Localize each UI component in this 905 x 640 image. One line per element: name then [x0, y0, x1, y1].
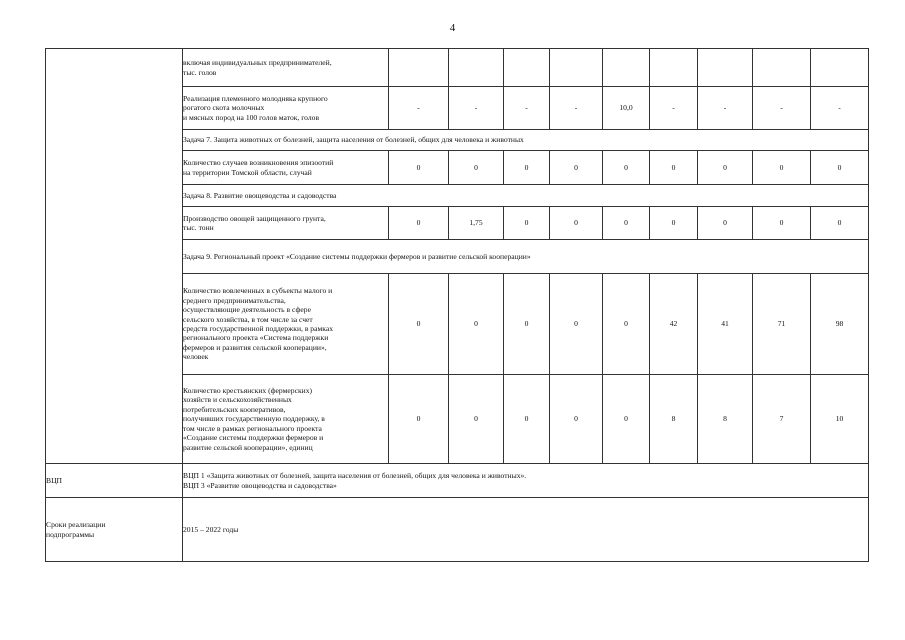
indicator-name-line: «Создание системы поддержки фермеров и [183, 433, 324, 443]
indicator-value [603, 49, 650, 87]
indicator-name-line: Производство овощей защищенного грунта, [183, 213, 326, 223]
indicator-value: 0 [449, 151, 504, 185]
indicator-value: 0 [504, 151, 550, 185]
indicator-name-line: тыс. тонн [183, 223, 214, 232]
indicator-value: 0 [753, 151, 811, 185]
terms-label-line-1: Сроки реализации [46, 520, 106, 530]
indicator-value: 0 [504, 375, 550, 464]
indicator-value [504, 49, 550, 87]
indicator-name-line: хозяйств и сельскохозяйственных [183, 395, 292, 405]
indicator-value: 0 [550, 375, 603, 464]
indicator-value: 98 [811, 274, 869, 375]
terms-label-line-2: подпрограммы [46, 529, 95, 539]
indicator-name-line: развитие сельской кооперации», единиц [183, 442, 313, 452]
indicator-value: 8 [698, 375, 753, 464]
indicator-value: - [550, 87, 603, 130]
indicator-value: - [449, 87, 504, 130]
subprogram-indicators-table [45, 48, 869, 562]
indicator-value: 0 [753, 207, 811, 240]
terms-value: 2015 – 2022 годы [183, 498, 869, 562]
indicator-name-line: потребительских кооперативов, [183, 404, 286, 414]
indicators-group-label [46, 49, 183, 464]
terms-label [46, 498, 183, 562]
indicator-value: 0 [550, 151, 603, 185]
indicator-value: 42 [650, 274, 698, 375]
indicator-value: 0 [449, 375, 504, 464]
indicator-value: 0 [449, 274, 504, 375]
indicator-value: - [753, 87, 811, 130]
indicator-value: - [811, 87, 869, 130]
indicator-name-line: фермеров и развития сельской кооперации», [183, 342, 327, 352]
vcp-line-1: ВЦП 1 «Защита животных от болезней, защита населения от болезней, общих для человека и животных». [183, 471, 527, 481]
indicator-value: - [504, 87, 550, 130]
indicator-name [183, 375, 389, 464]
indicator-value: 0 [504, 274, 550, 375]
indicator-name-line: регионального проекта «Система поддержки [183, 333, 329, 343]
vcp-line-2: ВЦП 3 «Развитие овощеводства и садоводства» [183, 480, 337, 490]
indicator-value: 1,75 [449, 207, 504, 240]
terms-row [46, 498, 869, 562]
vcp-row [46, 464, 869, 498]
vcp-text [183, 464, 869, 498]
indicator-value: - [698, 87, 753, 130]
indicator-value: 10 [811, 375, 869, 464]
indicator-name [183, 274, 389, 375]
indicator-name-line: Количество крестьянских (фермерских) [183, 386, 313, 396]
task-title: Задача 9. Региональный проект «Создание системы поддержки фермеров и развитие сельской кооперации» [183, 240, 869, 274]
vcp-label: ВЦП [46, 464, 183, 498]
indicator-value [389, 49, 449, 87]
indicator-value: 0 [389, 207, 449, 240]
indicator-name-line: Количество случаев возникновения эпизоотий [183, 158, 334, 168]
indicator-value: 0 [389, 274, 449, 375]
indicator-name-line: и мясных пород на 100 голов маток, голов [183, 112, 320, 122]
indicator-value [753, 49, 811, 87]
indicator-value: - [389, 87, 449, 130]
indicator-value: 0 [650, 151, 698, 185]
indicator-name-line: средств государственной поддержки, в рамках [183, 324, 334, 333]
indicator-value: 0 [698, 207, 753, 240]
indicator-value: 0 [504, 207, 550, 240]
indicator-name-line: получивших государственную поддержку, в [183, 414, 325, 424]
indicator-value: 8 [650, 375, 698, 464]
indicator-value [449, 49, 504, 87]
page-number: 4 [449, 22, 456, 34]
indicator-value: 71 [753, 274, 811, 375]
indicator-value [550, 49, 603, 87]
indicator-name [183, 207, 389, 240]
indicator-value [811, 49, 869, 87]
indicator-name [183, 151, 389, 185]
indicator-name-line: человек [183, 352, 209, 362]
indicator-value: 0 [811, 151, 869, 185]
indicator-value: 0 [811, 207, 869, 240]
indicator-name [183, 87, 389, 130]
indicator-value [650, 49, 698, 87]
indicator-value: 0 [603, 207, 650, 240]
indicator-name-line: Количество вовлеченных в субъекты малого и [183, 286, 333, 296]
table-body [46, 49, 869, 562]
task-title: Задача 7. Защита животных от болезней, защита населения от болезней, общих для человека и животных [183, 130, 869, 151]
indicator-value: 0 [550, 274, 603, 375]
indicator-value: 0 [603, 274, 650, 375]
indicator-value: 0 [650, 207, 698, 240]
indicator-name-line: том числе в рамках регионального проекта [183, 423, 322, 433]
indicator-value: - [650, 87, 698, 130]
indicator-value: 0 [603, 375, 650, 464]
task-title: Задача 8. Развитие овощеводства и садоводства [183, 185, 869, 207]
indicator-name-line: Реализация племенного молодняка крупного [183, 93, 328, 103]
indicator-value: 0 [698, 151, 753, 185]
indicator-name-line: осуществляющие деятельность в сфере [183, 305, 311, 315]
indicator-value: 0 [550, 207, 603, 240]
indicator-name [183, 49, 389, 87]
indicator-value [698, 49, 753, 87]
indicator-name-line: сельского хозяйства, в том числе за счет [183, 314, 313, 324]
indicator-name-line: среднего предпринимательства, [183, 295, 286, 305]
indicator-value: 41 [698, 274, 753, 375]
indicator-value: 10,0 [603, 87, 650, 130]
indicator-row [46, 49, 869, 87]
indicator-value: 7 [753, 375, 811, 464]
indicator-value: 0 [603, 151, 650, 185]
indicator-name-line: тыс. голов [183, 67, 217, 77]
indicator-value: 0 [389, 151, 449, 185]
indicator-value: 0 [389, 375, 449, 464]
indicator-name-line: на территории Томской области, случай [183, 167, 312, 177]
indicator-name-line: включая индивидуальных предпринимателей, [183, 58, 332, 68]
indicator-name-line: рогатого скота молочных [183, 103, 265, 113]
